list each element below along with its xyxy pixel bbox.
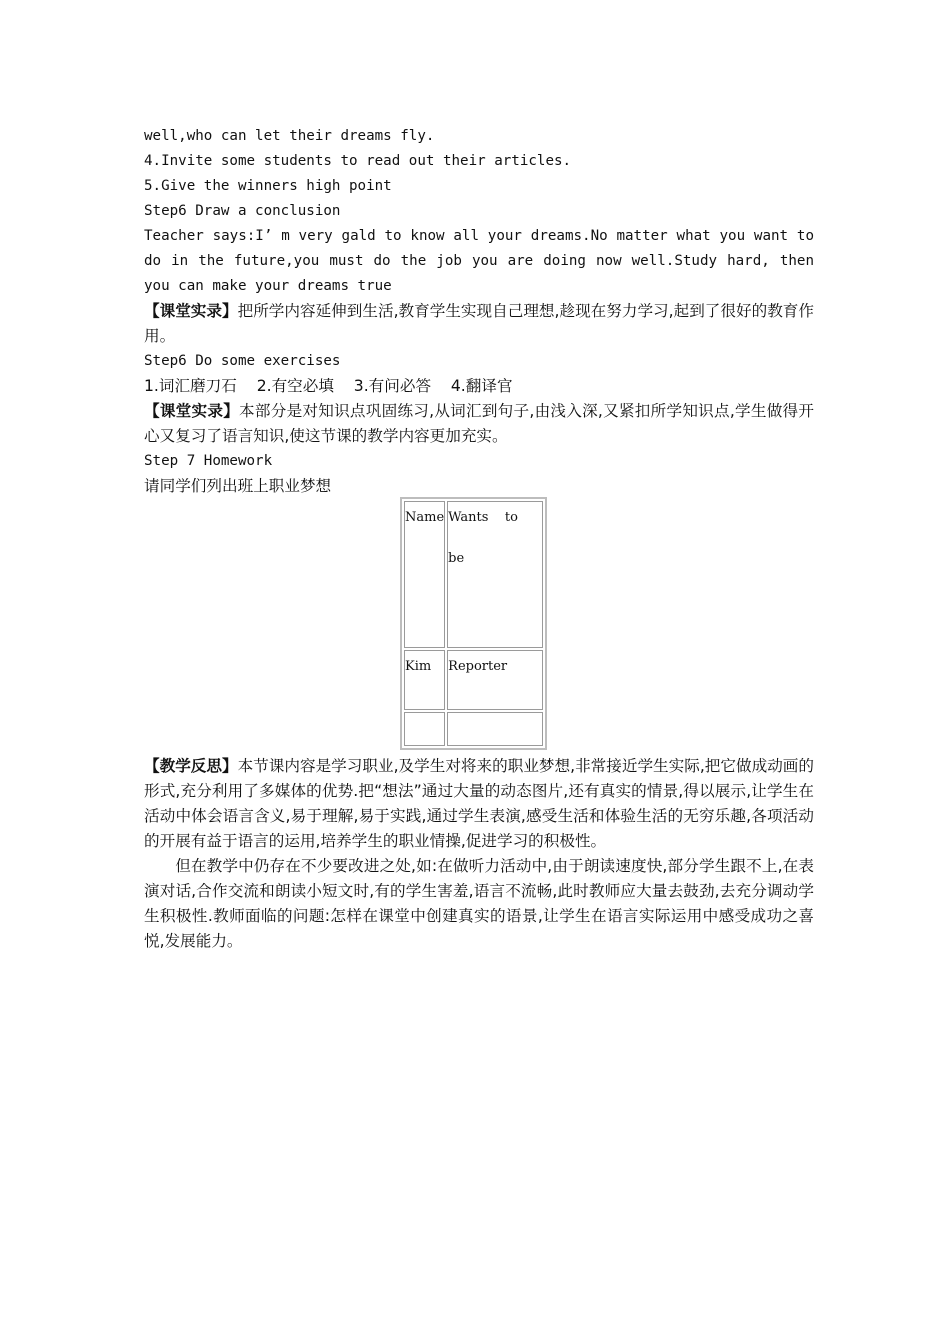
table-row bbox=[404, 650, 543, 710]
classroom-note-1 bbox=[144, 299, 814, 349]
reflection-tag: 【教学反思】 bbox=[144, 757, 238, 775]
exercise-list bbox=[144, 374, 814, 399]
step-item-4: 4.Invite some students to read out their articles. bbox=[144, 153, 572, 169]
reflection-section bbox=[144, 754, 814, 954]
note-text: 把所学内容延伸到生活,教育学生实现自己理想,趁现在努力学习,起到了很好的教育作用。 bbox=[144, 302, 814, 345]
reflection-paragraph-1 bbox=[144, 754, 814, 854]
exercise-item: 4.翻译官 bbox=[450, 377, 513, 395]
teacher-says-line-2: do in the future,you must do the job you are doing now well.Study hard, then bbox=[144, 253, 814, 269]
step-heading-exercises: Step6 Do some exercises bbox=[144, 353, 341, 369]
text-line: well,who can let their dreams fly. bbox=[144, 128, 435, 144]
exercise-item: 2.有空必填 bbox=[256, 377, 334, 395]
teacher-says-line-1: Teacher says:I’ m very gald to know all your dreams.No matter what you want to bbox=[144, 228, 814, 244]
reflection-text: 本节课内容是学习职业,及学生对将来的职业梦想,非常接近学生实际,把它做成动画的形式,充分利用了多媒体的优势.把“想法”通过大量的动态图片,还有真实的情景,得以展示,让学生在活动中体会语言含义,易于理解,易于实践,通过学生表演,感受生活和体验生活的无穷乐趣,各项活动的开展有益于语言的运用,培养学生的职业情操,促进学习的积极性。 bbox=[144, 757, 814, 850]
table-header-cell: Wants to be bbox=[447, 501, 543, 648]
step-item-5: 5.Give the winners high point bbox=[144, 178, 392, 194]
homework-grid bbox=[402, 499, 545, 748]
table-cell bbox=[404, 712, 445, 746]
table-header-cell: Name bbox=[404, 501, 445, 648]
document-body bbox=[144, 124, 814, 499]
table-header-row bbox=[404, 501, 543, 648]
table-cell: Reporter bbox=[447, 650, 543, 710]
classroom-note-2 bbox=[144, 399, 814, 449]
table-row bbox=[404, 712, 543, 746]
teacher-says-line-3: you can make your dreams true bbox=[144, 278, 392, 294]
step-heading-conclusion: Step6 Draw a conclusion bbox=[144, 203, 341, 219]
exercise-item: 3.有问必答 bbox=[353, 377, 432, 395]
table-cell: Kim bbox=[404, 650, 445, 710]
step-heading-homework: Step 7 Homework bbox=[144, 453, 273, 469]
note-tag: 【课堂实录】 bbox=[144, 302, 238, 320]
exercise-item: 1.词汇磨刀石 bbox=[144, 377, 237, 395]
reflection-paragraph-2: 但在教学中仍存在不少要改进之处,如:在做听力活动中,由于朗读速度快,部分学生跟不上,在表演对话,合作交流和朗读小短文时,有的学生害羞,语言不流畅,此时教师应大量去鼓劲,去充分调动学生积极性.教师面临的问题:怎样在课堂中创建真实的语景,让学生在语言实际运用中感受成功之喜悦,发展能力。 bbox=[144, 857, 814, 950]
homework-instruction: 请同学们列出班上职业梦想 bbox=[144, 477, 332, 495]
note-text: 本部分是对知识点巩固练习,从词汇到句子,由浅入深,又紧扣所学知识点,学生做得开心又复习了语言知识,使这节课的教学内容更加充实。 bbox=[144, 402, 814, 445]
note-tag: 【课堂实录】 bbox=[144, 402, 240, 420]
table-cell bbox=[447, 712, 543, 746]
homework-table bbox=[400, 497, 547, 750]
